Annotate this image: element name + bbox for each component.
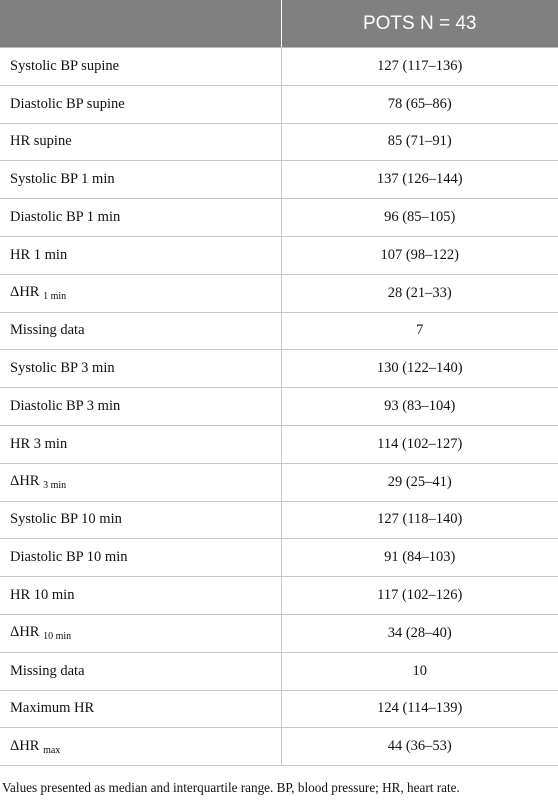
table-row xyxy=(0,501,558,539)
table-row xyxy=(0,425,558,463)
row-label-cell xyxy=(0,161,281,199)
row-label: Systolic BP supine xyxy=(10,57,120,74)
row-label-cell xyxy=(0,425,281,463)
row-label-cell xyxy=(0,728,281,766)
table-row xyxy=(0,614,558,652)
row-value: 127 (118–140) xyxy=(281,501,558,539)
row-value: 107 (98–122) xyxy=(281,236,558,274)
row-label: Diastolic BP supine xyxy=(10,95,125,112)
row-label: Missing data xyxy=(10,662,85,679)
row-value: 85 (71–91) xyxy=(281,123,558,161)
table-row xyxy=(0,312,558,350)
row-label: ΔHR xyxy=(10,624,40,641)
row-label: HR supine xyxy=(10,133,72,150)
row-label: ΔHR xyxy=(10,284,40,301)
table-row xyxy=(0,388,558,426)
row-label-cell xyxy=(0,539,281,577)
row-value: 127 (117–136) xyxy=(281,48,558,86)
table-row xyxy=(0,199,558,237)
table-row xyxy=(0,350,558,388)
table-row xyxy=(0,652,558,690)
row-label-subscript: max xyxy=(43,744,61,756)
row-value: 114 (102–127) xyxy=(281,425,558,463)
table-row xyxy=(0,85,558,123)
header-cell-empty xyxy=(0,0,281,48)
table-row xyxy=(0,463,558,501)
row-value: 10 xyxy=(281,652,558,690)
row-value: 137 (126–144) xyxy=(281,161,558,199)
table-footnote: Values presented as median and interquartile range. BP, blood pressure; HR, heart rate. xyxy=(2,780,460,795)
row-label-cell xyxy=(0,199,281,237)
row-value: 28 (21–33) xyxy=(281,274,558,312)
row-label-subscript: 10 min xyxy=(43,631,72,643)
row-label: Missing data xyxy=(10,322,85,339)
row-label-cell xyxy=(0,388,281,426)
row-label-cell xyxy=(0,690,281,728)
table-row xyxy=(0,539,558,577)
table-header-row xyxy=(0,0,558,48)
row-value: 124 (114–139) xyxy=(281,690,558,728)
row-value: 96 (85–105) xyxy=(281,199,558,237)
row-label-subscript: 1 min xyxy=(43,291,67,303)
table-body xyxy=(0,48,558,766)
row-label-cell xyxy=(0,48,281,86)
row-label: Maximum HR xyxy=(10,700,95,717)
row-value: 117 (102–126) xyxy=(281,577,558,615)
row-label-subscript: 3 min xyxy=(43,480,67,492)
row-label-cell xyxy=(0,312,281,350)
row-label: Systolic BP 1 min xyxy=(10,171,115,188)
row-label: Diastolic BP 3 min xyxy=(10,398,121,415)
table-row xyxy=(0,161,558,199)
table-row xyxy=(0,577,558,615)
table-row xyxy=(0,274,558,312)
table-row xyxy=(0,48,558,86)
table-row xyxy=(0,728,558,766)
row-label-cell xyxy=(0,350,281,388)
row-value: 29 (25–41) xyxy=(281,463,558,501)
row-value: 130 (122–140) xyxy=(281,350,558,388)
row-label: HR 10 min xyxy=(10,587,75,604)
row-label: ΔHR xyxy=(10,737,40,754)
row-label-cell xyxy=(0,463,281,501)
row-label: Diastolic BP 1 min xyxy=(10,209,121,226)
row-value: 91 (84–103) xyxy=(281,539,558,577)
row-label: HR 1 min xyxy=(10,246,68,263)
row-value: 78 (65–86) xyxy=(281,85,558,123)
row-value: 34 (28–40) xyxy=(281,614,558,652)
row-label-cell xyxy=(0,236,281,274)
row-label: Systolic BP 3 min xyxy=(10,360,115,377)
row-value: 7 xyxy=(281,312,558,350)
row-label-cell xyxy=(0,614,281,652)
table-row xyxy=(0,123,558,161)
row-label-cell xyxy=(0,123,281,161)
row-label-cell xyxy=(0,652,281,690)
row-label: Systolic BP 10 min xyxy=(10,511,122,528)
row-label: Diastolic BP 10 min xyxy=(10,549,128,566)
row-value: 93 (83–104) xyxy=(281,388,558,426)
row-label: HR 3 min xyxy=(10,435,68,452)
header-cell-pots: POTS N = 43 xyxy=(281,0,558,48)
row-value: 44 (36–53) xyxy=(281,728,558,766)
row-label-cell xyxy=(0,577,281,615)
table-row xyxy=(0,690,558,728)
table-row xyxy=(0,236,558,274)
row-label-cell xyxy=(0,274,281,312)
row-label-cell xyxy=(0,85,281,123)
row-label: ΔHR xyxy=(10,473,40,490)
row-label-cell xyxy=(0,501,281,539)
